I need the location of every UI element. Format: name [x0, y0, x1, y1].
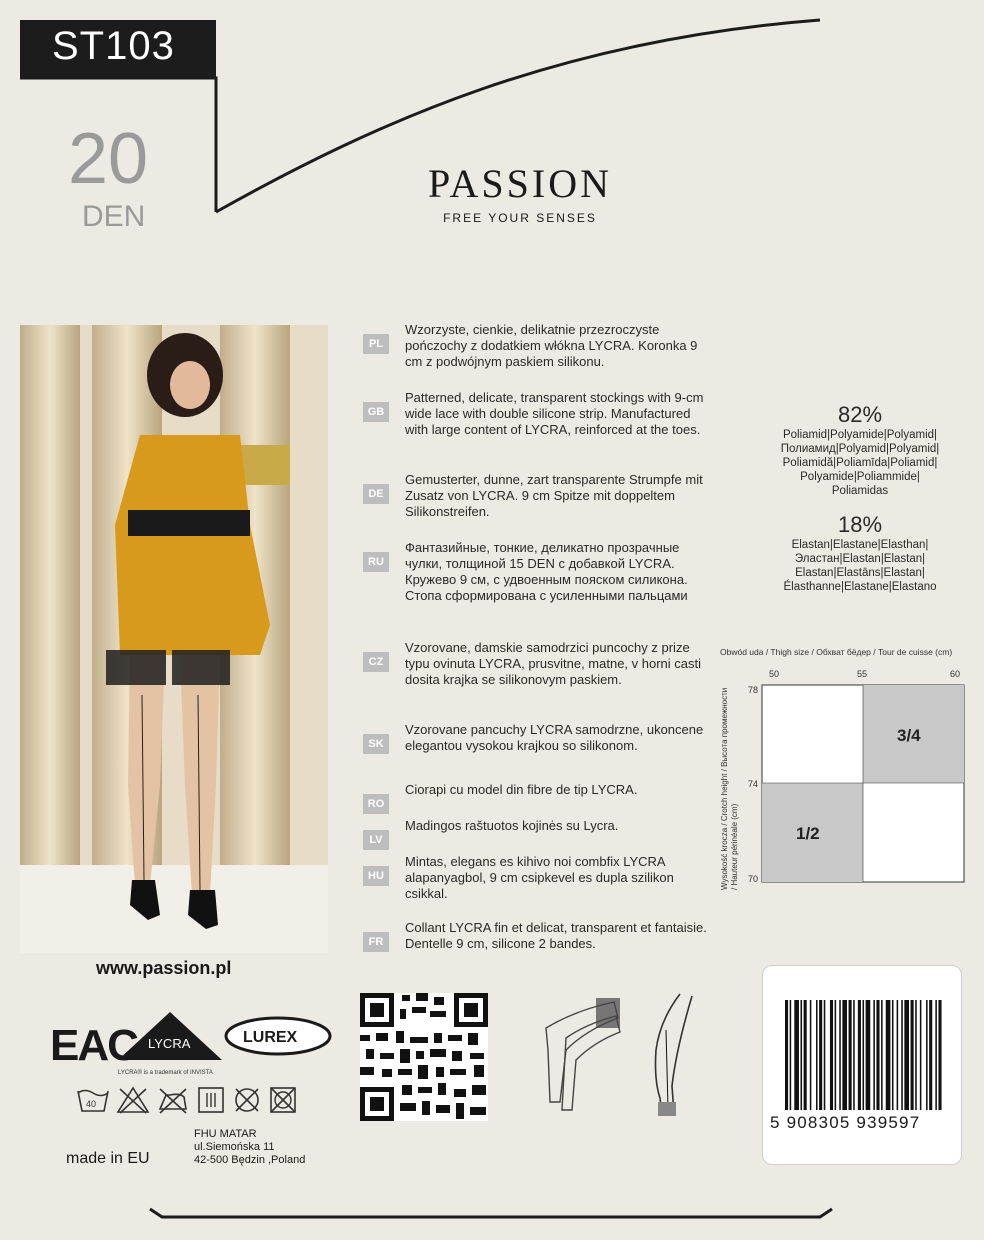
- brand-tagline: FREE YOUR SENSES: [443, 211, 597, 225]
- barcode-bar: [819, 1000, 822, 1110]
- barcode-bar: [824, 1000, 826, 1110]
- description-gb: [363, 390, 713, 438]
- size-y-tick: 74: [748, 779, 759, 789]
- lang-badge: FR: [363, 932, 389, 952]
- no-dry-clean-icon: [232, 1085, 262, 1115]
- composition-material-line: Эластан|Elastan|Elastan|: [794, 553, 926, 565]
- description-cz: [363, 640, 713, 688]
- composition-percent: 82%: [837, 402, 883, 427]
- barcode-bar: [901, 1000, 903, 1110]
- size-label: 3/4: [897, 726, 921, 745]
- lang-badge: DE: [363, 484, 389, 504]
- stocking-front-icon: [536, 990, 626, 1120]
- size-x-tick: 50: [769, 669, 780, 679]
- barcode-bar: [929, 1000, 932, 1110]
- description-text: Mintas, elegans es kihivo noi combfix LYCRA alapanyagbol, 9 cm csipkevel es dupla szilikon csikkal.: [405, 854, 674, 901]
- description-text: Collant LYCRA fin et delicat, transparent et fantaisie. Dentelle 9 cm, silicone 2 bandes.: [405, 920, 707, 951]
- website-url[interactable]: www.passion.pl: [96, 958, 232, 978]
- wash-temp: 40: [86, 1099, 97, 1109]
- size-x-tick: 60: [950, 669, 961, 679]
- barcode-bar: [863, 1000, 865, 1110]
- composition-material-line: Élasthanne|Elastane|Elastano: [783, 581, 937, 593]
- description-text: Madingos raštuotos kojinės su Lycra.: [405, 818, 619, 833]
- address-line: 42-500 Będzin ,Poland: [194, 1154, 306, 1166]
- description-de: [363, 472, 713, 520]
- barcode-bar: [873, 1000, 875, 1110]
- composition-material-line: Полиамид|Polyamid|Polyamid|: [780, 443, 940, 455]
- den-label: DEN: [82, 200, 146, 233]
- size-chart-y-label-line: Wysokość krocza / Crotch height / Высота промежности: [720, 687, 729, 890]
- barcode-bar: [790, 1000, 792, 1110]
- barcode-bar: [876, 1000, 879, 1110]
- barcode-bar: [830, 1000, 833, 1110]
- barcode-panel: [762, 965, 962, 1165]
- size-chart: [740, 665, 970, 890]
- composition-material-line: Poliamid|Polyamide|Polyamid|: [782, 429, 938, 441]
- barcode-bar: [881, 1000, 883, 1110]
- barcode-number: 5 908305 939597: [770, 1113, 921, 1132]
- size-y-tick: 70: [748, 874, 759, 884]
- description-text: Patterned, delicate, transparent stockings with 9-cm wide lace with double silicone strip. Manufactured with large content of LYCRA, reinforced at the toes.: [405, 390, 704, 437]
- no-iron-icon: [156, 1085, 190, 1115]
- description-ru: [363, 540, 713, 604]
- barcode-bar: [938, 1000, 941, 1110]
- barcode-bar: [911, 1000, 914, 1110]
- product-code: ST103: [20, 20, 216, 78]
- barcode-bar: [866, 1000, 871, 1110]
- composition-material-line: Poliamidă|Poliamīda|Poliamid|: [782, 457, 938, 469]
- barcode-bar: [892, 1000, 894, 1110]
- no-tumble-dry-icon: [268, 1085, 298, 1115]
- barcode-bar: [853, 1000, 855, 1110]
- barcode-bar: [926, 1000, 928, 1110]
- lang-badge: RO: [363, 794, 389, 814]
- composition-polyamide: [760, 402, 960, 498]
- eac-mark: EAC: [50, 1021, 137, 1070]
- barcode-bar: [920, 1000, 922, 1110]
- description-text: Vzorovane pancuchy LYCRA samodrzne, ukoncene elegantou vysokou krajkou so silikonom.: [405, 722, 704, 753]
- description-text: Vzorovane, damskie samodrzici puncochy z prize typu ovinuta LYCRA, prusvitne, matne, v horni casti dosita krajka se silikonovym paskiem.: [405, 640, 702, 687]
- barcode-bar: [839, 1000, 841, 1110]
- barcode-bar: [935, 1000, 937, 1110]
- composition-material-line: Elastan|Elastāns|Elastan|: [795, 567, 925, 579]
- den-value: 20: [68, 119, 149, 199]
- line-dry-icon: [196, 1085, 226, 1115]
- lang-badge: HU: [363, 866, 389, 886]
- barcode-bar: [915, 1000, 917, 1110]
- barcode-bar: [842, 1000, 847, 1110]
- description-hu: [363, 854, 713, 902]
- brand-name: PASSION: [427, 161, 613, 206]
- address-line: ul.Siemońska 11: [194, 1141, 275, 1153]
- description-text: Wzorzyste, cienkie, delikatnie przezroczyste pończochy z dodatkiem włókna LYCRA. Koronka 9 cm z podwójnym paskiem silikonu.: [405, 322, 698, 369]
- barcode-bar: [810, 1000, 812, 1110]
- stocking-back-seam-icon: [640, 990, 700, 1120]
- description-pl: [363, 322, 713, 370]
- lycra-text: LYCRA: [148, 1036, 191, 1051]
- lycra-note: LYCRA® is a trademark of INVISTA: [118, 1070, 213, 1076]
- lang-badge: LV: [363, 830, 389, 850]
- barcode-bar: [794, 1000, 799, 1110]
- barcode-bar: [816, 1000, 818, 1110]
- no-bleach-icon: [116, 1085, 150, 1115]
- description-ro: [363, 782, 713, 814]
- manufacturer-address: [194, 1128, 305, 1167]
- qr-code[interactable]: [360, 993, 488, 1121]
- size-y-tick: 78: [748, 685, 759, 695]
- barcode-bar: [858, 1000, 861, 1110]
- barcode-bar: [886, 1000, 891, 1110]
- composition-material-line: Poliamidas: [831, 485, 889, 497]
- size-label: 1/2: [796, 824, 820, 843]
- barcode-bar: [849, 1000, 852, 1110]
- care-symbols: [76, 1085, 298, 1115]
- address-line: FHU MATAR: [194, 1128, 257, 1140]
- barcode-bar: [835, 1000, 837, 1110]
- lurex-logo: [226, 1018, 330, 1054]
- size-chart-y-label: [720, 680, 740, 890]
- model-illustration: [20, 325, 328, 953]
- lang-badge: CZ: [363, 652, 389, 672]
- brand-logo: [420, 160, 620, 225]
- bottom-rule: [0, 1195, 984, 1235]
- description-text: Фантазийные, тонкие, деликатно прозрачные чулки, толщиной 15 DEN с добавкой LYCRA. Кружево 9 см, с удвоенным пояском силикона. Стопа сформирована с усиленными пальцами: [405, 540, 688, 603]
- composition-elastane: [760, 512, 960, 594]
- description-sk: [363, 722, 713, 754]
- description-fr: [363, 920, 713, 952]
- lurex-text: LUREX: [243, 1029, 298, 1046]
- description-lv: [363, 818, 713, 850]
- model-photo: [20, 325, 328, 953]
- lang-badge: RU: [363, 552, 389, 572]
- composition-material-line: Elastan|Elastane|Elasthan|: [791, 539, 929, 551]
- barcode-bar: [804, 1000, 807, 1110]
- size-chart-y-label-line: / Hauteur périnéale (cm): [730, 803, 739, 890]
- barcode-bar: [801, 1000, 803, 1110]
- description-text: Ciorapi cu model din fibre de tip LYCRA.: [405, 782, 638, 797]
- barcode-bar: [897, 1000, 899, 1110]
- certification-row: [50, 1000, 350, 1080]
- barcode-bar: [904, 1000, 909, 1110]
- barcode-bar: [785, 1000, 788, 1110]
- lang-badge: GB: [363, 402, 389, 422]
- size-chart-title: Obwód uda / Thigh size / Обхват бёдер / Tour de cuisse (cm): [720, 647, 953, 657]
- size-x-tick: 55: [857, 669, 868, 679]
- wash-40-icon: [76, 1085, 110, 1115]
- composition-material-line: Polyamide|Poliammide|: [800, 471, 920, 483]
- lang-badge: SK: [363, 734, 389, 754]
- made-in: made in EU: [66, 1150, 150, 1167]
- lang-badge: PL: [363, 334, 389, 354]
- composition-percent: 18%: [837, 512, 883, 537]
- description-text: Gemusterter, dunne, zart transparente Strumpfe mit Zusatz von LYCRA. 9 cm Spitze mit doppeltem Silikonstreifen.: [405, 472, 703, 519]
